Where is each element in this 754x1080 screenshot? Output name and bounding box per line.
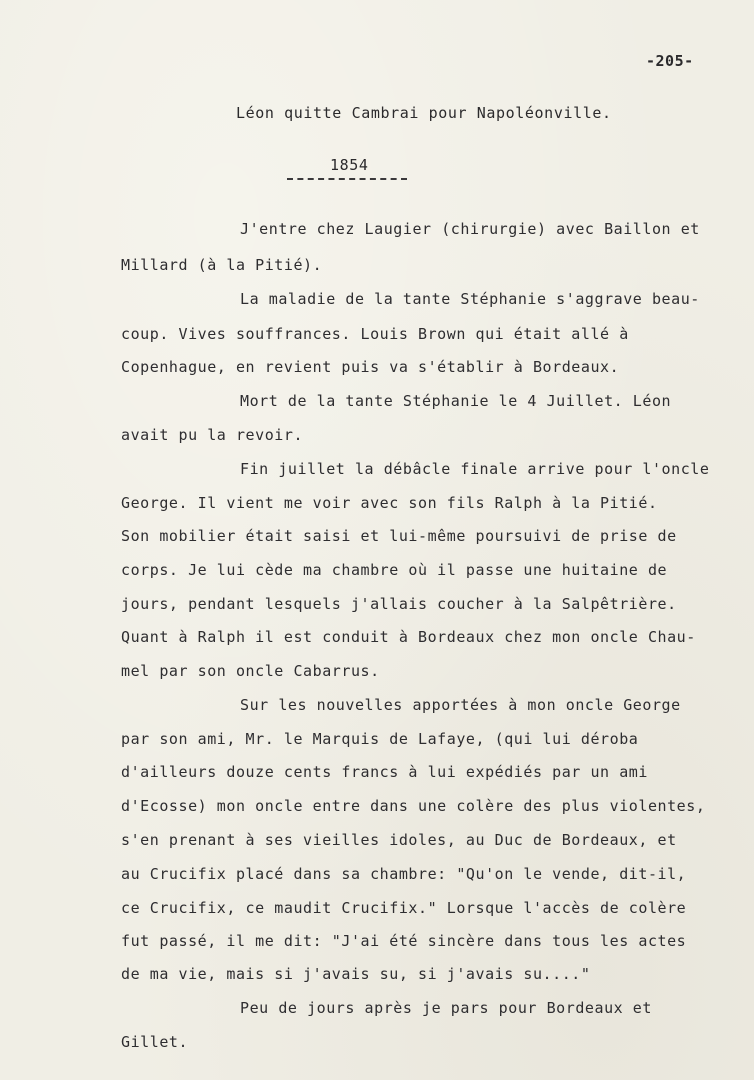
text-line: coup. Vives souffrances. Louis Brown qui était allé à	[121, 325, 629, 343]
text-line: Quant à Ralph il est conduit à Bordeaux chez mon oncle Chau-	[121, 628, 696, 646]
text-line: Fin juillet la débâcle finale arrive pour l'oncle	[240, 460, 710, 478]
text-line: George. Il vient me voir avec son fils Ralph à la Pitié.	[121, 494, 658, 512]
text-line: J'entre chez Laugier (chirurgie) avec Baillon et	[240, 220, 700, 238]
text-line: ce Crucifix, ce maudit Crucifix." Lorsque l'accès de colère	[121, 899, 687, 917]
text-line: par son ami, Mr. le Marquis de Lafaye, (qui lui déroba	[121, 730, 639, 748]
text-line: Gillet.	[121, 1033, 189, 1051]
text-line: de ma vie, mais si j'avais su, si j'avais su...."	[121, 965, 591, 983]
text-line: La maladie de la tante Stéphanie s'aggrave beau-	[240, 290, 700, 308]
year-underline	[287, 178, 407, 180]
text-line: d'ailleurs douze cents francs à lui expédiés par un ami	[121, 763, 648, 781]
text-line: Peu de jours après je pars pour Bordeaux et	[240, 999, 652, 1017]
text-line: Millard (à la Pitié).	[121, 256, 323, 274]
text-line: corps. Je lui cède ma chambre où il passe une huitaine de	[121, 561, 668, 579]
text-line: jours, pendant lesquels j'allais coucher à la Salpêtrière.	[121, 595, 677, 613]
text-line: Son mobilier était saisi et lui-même poursuivi de prise de	[121, 527, 677, 545]
text-line: d'Ecosse) mon oncle entre dans une colère des plus violentes,	[121, 797, 706, 815]
text-line: Copenhague, en revient puis va s'établir à Bordeaux.	[121, 358, 620, 376]
page-title: Léon quitte Cambrai pour Napoléonville.	[236, 104, 612, 122]
text-line: au Crucifix placé dans sa chambre: "Qu'on le vende, dit-il,	[121, 865, 687, 883]
text-line: mel par son oncle Cabarrus.	[121, 662, 380, 680]
page-number: -205-	[646, 52, 694, 70]
text-line: Sur les nouvelles apportées à mon oncle George	[240, 696, 681, 714]
text-line: Mort de la tante Stéphanie le 4 Juillet. Léon	[240, 392, 672, 410]
text-line: fut passé, il me dit: "J'ai été sincère dans tous les actes	[121, 932, 687, 950]
year-heading: 1854	[330, 156, 369, 174]
text-line: s'en prenant à ses vieilles idoles, au Duc de Bordeaux, et	[121, 831, 677, 849]
text-line: avait pu la revoir.	[121, 426, 304, 444]
